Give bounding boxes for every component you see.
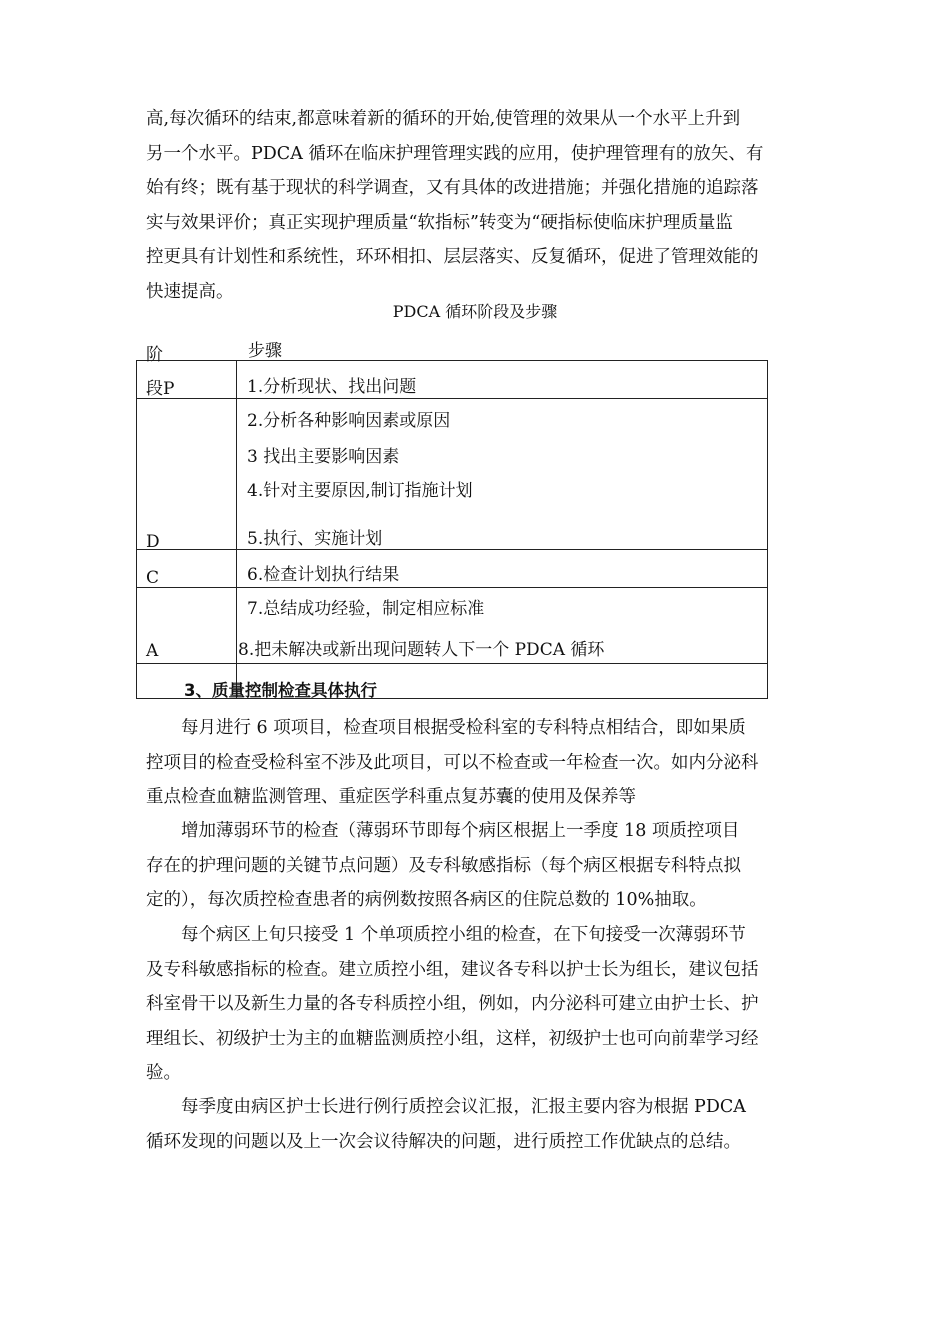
step-2: 2.分析各种影响因素或原因 [247,411,451,431]
stage-p: 段P [146,379,175,399]
section-paragraph-1 [146,711,816,815]
section-paragraph-4 [146,1090,816,1159]
row-divider [136,587,768,588]
intro-paragraph [146,102,816,309]
text-line: 循环发现的问题以及上一次会议待解决的问题，进行质控工作优缺点的总结。 [146,1131,741,1152]
text-line: 每个病区上旬只接受 1 个单项质控小组的检查，在下旬接受一次薄弱环节 [146,925,746,945]
text-line: 增加薄弱环节的检查（薄弱环节即每个病区根据上一季度 18 项质控项目 [146,821,740,841]
text-line: 高,每次循环的结束,都意味着新的循环的开始,使管理的效果从一个水平上升到 [146,109,741,129]
text-line: 控项目的检查受检科室不涉及此项目，可以不检查或一年检查一次。如内分泌科 [146,752,759,773]
row-divider [136,663,768,664]
stage-c: C [146,568,160,588]
step-6: 6.检查计划执行结果 [247,565,400,585]
section-paragraph-3 [146,918,816,1091]
stage-d: D [146,532,160,552]
text-line: 定的），每次质控检查患者的病例数按照各病区的住院总数的 10%抽取。 [146,890,707,910]
text-line: 理组长、初级护士为主的血糖监测质控小组，这样，初级护士也可向前辈学习经 [146,1028,759,1049]
section-paragraph-2 [146,814,816,918]
text-line: 存在的护理问题的关键节点问题）及专科敏感指标（每个病区根据专科特点拟 [146,855,741,876]
text-line: 每季度由病区护士长进行例行质控会议汇报，汇报主要内容为根据 PDCA [146,1097,746,1117]
stage-a: A [146,641,159,661]
text-line: 始有终；既有基于现状的科学调查，又有具体的改进措施；并强化措施的追踪落 [146,178,759,198]
table-caption: PDCA 循环阶段及步骤 [392,302,558,321]
row-divider [136,398,768,399]
step-5: 5.执行、实施计划 [247,529,383,549]
text-line: 重点检查血糖监测管理、重症医学科重点复苏囊的使用及保养等 [146,787,636,807]
text-line: 另一个水平。PDCA 循环在临床护理管理实践的应用，使护理管理有的放矢、有 [146,143,764,164]
text-line: 快速提高。 [146,281,234,302]
text-line: 验。 [146,1063,181,1083]
text-line: 科室骨干以及新生力量的各专科质控小组，例如，内分泌科可建立由护士长、护 [146,994,759,1014]
section-heading: 3、质量控制检查具体执行 [184,681,377,700]
text-line: 控更具有计划性和系统性，环环相扣、层层落实、反复循环，促进了管理效能的 [146,247,759,267]
column-divider [236,360,237,699]
text-line: 实与效果评价；真正实现护理质量“软指标”转变为“硬指标使临床护理质量监 [146,212,733,233]
row-divider [136,549,768,550]
header-steps: 步骤 [248,341,282,361]
step-1: 1.分析现状、找出问题 [247,377,417,397]
step-7: 7.总结成功经验，制定相应标准 [247,599,485,619]
step-8: 8.把未解决或新出现问题转人下一个 PDCA 循环 [238,640,605,660]
step-4: 4.针对主要原因,制订指施计划 [247,481,473,501]
text-line: 及专科敏感指标的检查。建立质控小组，建议各专科以护士长为组长，建议包括 [146,959,759,980]
step-3: 3 找出主要影响因素 [247,447,400,467]
text-line: 每月进行 6 项项目，检查项目根据受检科室的专科特点相结合，即如果质 [146,718,746,738]
header-stage: 阶 [146,345,163,365]
